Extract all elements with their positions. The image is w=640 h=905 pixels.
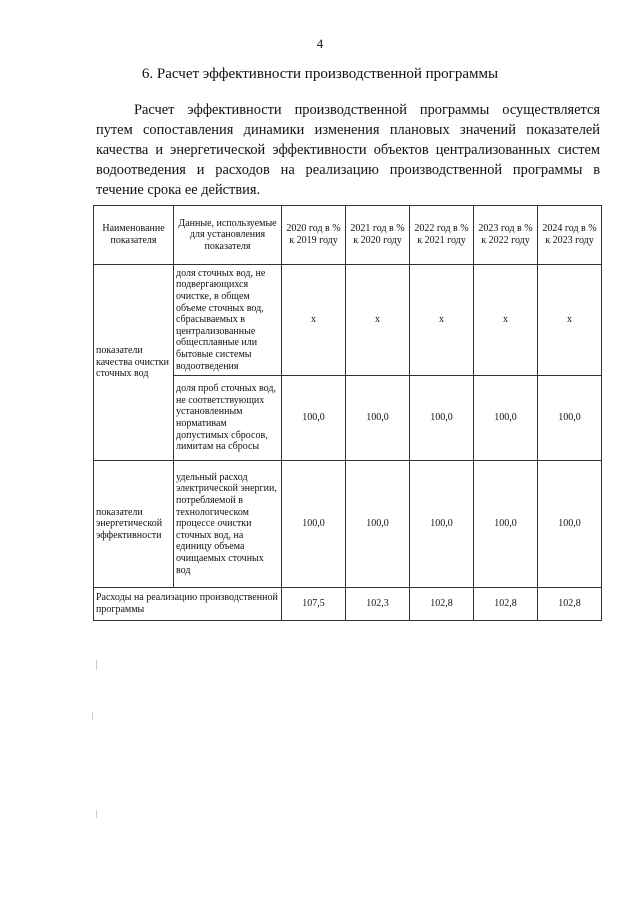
group-name-energy: показатели энергетической эффективности: [94, 461, 174, 588]
cell-value: 100,0: [410, 461, 474, 588]
header-source-data: Данные, используемые для установления показателя: [174, 206, 282, 265]
cell-value: х: [474, 265, 538, 376]
cell-value: 102,8: [410, 588, 474, 621]
header-indicator-name: Наименование показателя: [94, 206, 174, 265]
table-row: [94, 461, 602, 588]
body-paragraph: Расчет эффективности производственной программы осуществляется путем сопоставления динамики изменения плановых значений показателей качества и энергетической эффективности объектов централизованных систем водоотведения и расходов на реализацию производственной программы в течение срока ее действия.: [96, 102, 600, 198]
group-name-quality: показатели качества очистки сточных вод: [94, 265, 174, 461]
efficiency-table: [93, 205, 602, 621]
cell-value: х: [346, 265, 410, 376]
scan-artifact-mark: [96, 660, 97, 670]
header-year-2024: 2024 год в % к 2023 году: [538, 206, 602, 265]
expenses-label: Расходы на реализацию производственной программы: [94, 588, 282, 621]
cell-value: 102,3: [346, 588, 410, 621]
row-data-description: удельный расход электрической энергии, потребляемой в технологическом процессе очистки сточных вод, на единицу объема очищаемых сточных вод: [174, 461, 282, 588]
cell-value: 102,8: [474, 588, 538, 621]
header-year-2021: 2021 год в % к 2020 году: [346, 206, 410, 265]
cell-value: 100,0: [538, 461, 602, 588]
cell-value: 107,5: [282, 588, 346, 621]
header-year-2022: 2022 год в % к 2021 году: [410, 206, 474, 265]
cell-value: 100,0: [538, 376, 602, 461]
cell-value: 100,0: [346, 461, 410, 588]
page-number: 4: [316, 36, 324, 51]
table-row: [94, 588, 602, 621]
cell-value: х: [282, 265, 346, 376]
table-row: [94, 265, 602, 376]
scan-artifact-mark: [92, 712, 93, 720]
cell-value: 100,0: [474, 461, 538, 588]
header-year-2023: 2023 год в % к 2022 году: [474, 206, 538, 265]
section-title: 6. Расчет эффективности производственной программы: [141, 66, 499, 82]
cell-value: х: [538, 265, 602, 376]
cell-value: 100,0: [410, 376, 474, 461]
row-data-description: доля проб сточных вод, не соответствующих установленным нормативам допустимых сбросов, лимитам на сбросы: [174, 376, 282, 461]
scan-artifact-mark: [96, 810, 97, 818]
table-header-row: [94, 206, 602, 265]
cell-value: 100,0: [282, 461, 346, 588]
cell-value: х: [410, 265, 474, 376]
cell-value: 100,0: [282, 376, 346, 461]
cell-value: 100,0: [346, 376, 410, 461]
row-data-description: доля сточных вод, не подвергающихся очистке, в общем объеме сточных вод, сбрасываемых в централизованные общесплавные или бытовые системы водоотведения: [174, 265, 282, 376]
cell-value: 102,8: [538, 588, 602, 621]
cell-value: 100,0: [474, 376, 538, 461]
header-year-2020: 2020 год в % к 2019 году: [282, 206, 346, 265]
